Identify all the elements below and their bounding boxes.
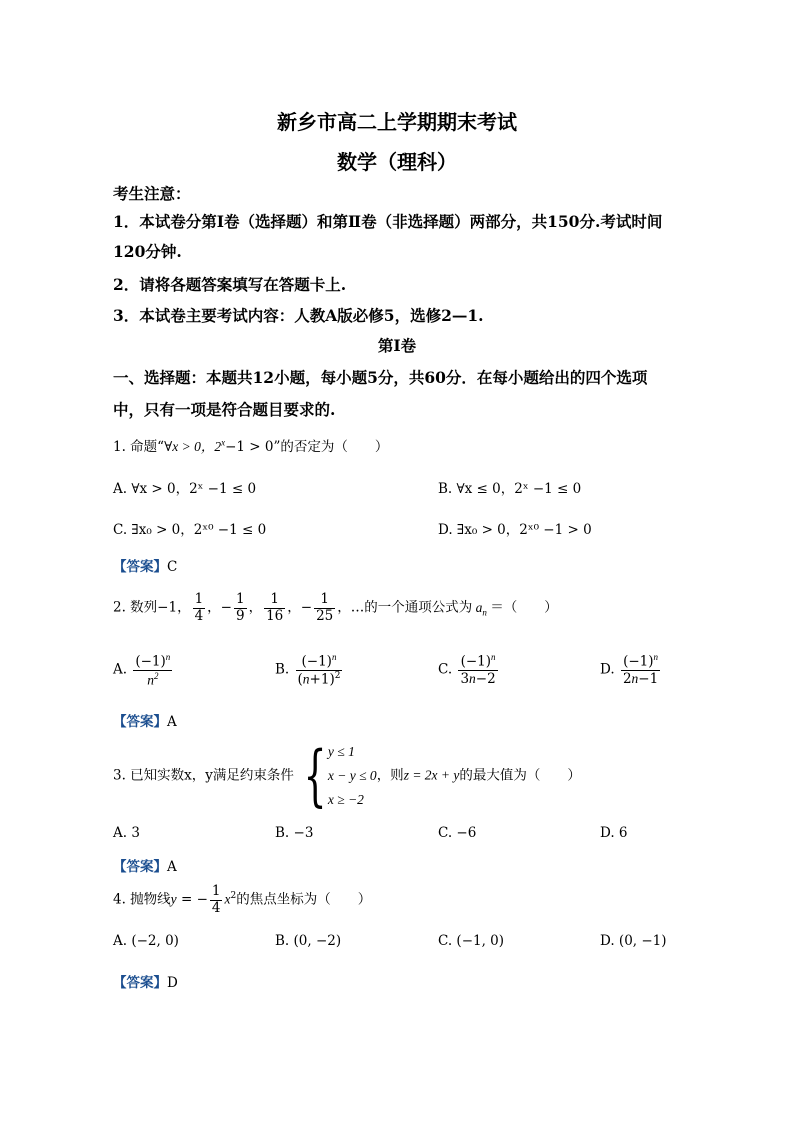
question-1-option-a: A. ∀x > 0，2ˣ −1 ≤ 0 bbox=[113, 481, 257, 497]
question-3-option-c: C. −6 bbox=[438, 825, 477, 841]
constraint-3: x ≥ −2 bbox=[327, 792, 364, 807]
question-2-option-a: A. $\frac{(-1)^n}{n^2}$ bbox=[113, 652, 171, 688]
question-2-option-b: B. $\frac{(-1)^n}{(n+1)^2}$ bbox=[275, 652, 341, 688]
sequence-term-1: $\frac{1}{4}$ bbox=[194, 591, 204, 624]
question-3-answer: 【答案】A bbox=[113, 859, 177, 875]
page-title: 新乡市高二上学期期末考试 bbox=[277, 110, 517, 134]
notice-item-2: 2．请将各题答案填写在答题卡上. bbox=[113, 275, 347, 294]
question-4-option-a: A. (−2, 0) bbox=[113, 933, 179, 949]
section-instructions: 一、选择题：本题共12小题，每小题5分，共60分．在每小题给出的四个选项 bbox=[113, 368, 648, 387]
question-4-answer: 【答案】D bbox=[113, 975, 178, 991]
question-1-answer: 【答案】C bbox=[113, 559, 178, 575]
objective-function: z = 2x + y bbox=[403, 767, 460, 783]
question-3-option-d: D. 6 bbox=[600, 825, 628, 841]
question-1-stem: 1. 命题“∀x > 0，$2^x-1 > 0$”的否定为（ ） bbox=[113, 437, 389, 455]
question-1-option-c: C. ∃x₀ > 0，2ˣ⁰ −1 ≤ 0 bbox=[113, 522, 267, 538]
question-1-option-b: B. ∀x ≤ 0，2ˣ −1 ≤ 0 bbox=[438, 481, 582, 497]
notice-item-3: 3．本试卷主要考试内容：人教A版必修5，选修2—1. bbox=[113, 306, 484, 325]
question-4-stem: 4. 抛物线y = − $\frac{1}{4}$ $x^2$的焦点坐标为（ ） bbox=[113, 883, 372, 916]
question-4-option-d: D. (0, −1) bbox=[600, 933, 667, 949]
question-1-option-d: D. ∃x₀ > 0，2ˣ⁰ −1 > 0 bbox=[438, 522, 592, 538]
question-4-option-c: C. (−1, 0) bbox=[438, 933, 505, 949]
notice-heading: 考生注意： bbox=[113, 184, 191, 203]
question-3-stem: 3. 已知实数x，y满足约束条件 { y ≤ 1 x − y ≤ 0 x ≥ −2 ，则z = 2x + y的最大值为（ ） bbox=[113, 737, 581, 814]
part-title: 第Ⅰ卷 bbox=[377, 336, 417, 355]
question-3-option-a: A. 3 bbox=[113, 825, 140, 841]
notice-item-1: 1．本试卷分第Ⅰ卷（选择题）和第Ⅱ卷（非选择题）两部分，共150分.考试时间 bbox=[113, 212, 663, 231]
question-3-option-b: B. −3 bbox=[275, 825, 314, 841]
sequence-term-2: $\frac{1}{9}$ bbox=[235, 591, 245, 624]
question-2-stem: 2. 数列−1， $\frac{1}{4}$ ，− $\frac{1}{9}$ ， $\frac{1}{16}$ ，− $\frac{1}{25}$ ，…的一个通项公式为 $a_n$ ＝（ ） bbox=[113, 591, 558, 624]
section-instructions-cont: 中，只有一项是符合题目要求的. bbox=[113, 400, 336, 419]
question-4-option-b: B. (0, −2) bbox=[275, 933, 342, 949]
constraint-2: x − y ≤ 0 bbox=[327, 768, 377, 783]
question-2-option-d: D. $\frac{(-1)^n}{2n-1}$ bbox=[600, 652, 659, 688]
sequence-term-4: $\frac{1}{25}$ bbox=[316, 591, 334, 624]
notice-item-1-cont: 120分钟. bbox=[113, 242, 182, 261]
sequence-term-3: $\frac{1}{16}$ bbox=[266, 591, 284, 624]
constraint-1: y ≤ 1 bbox=[327, 744, 355, 759]
question-2-option-c: C. $\frac{(-1)^n}{3n-2}$ bbox=[438, 652, 496, 688]
question-2-answer: 【答案】A bbox=[113, 714, 177, 730]
page-subtitle: 数学（理科） bbox=[337, 150, 457, 174]
